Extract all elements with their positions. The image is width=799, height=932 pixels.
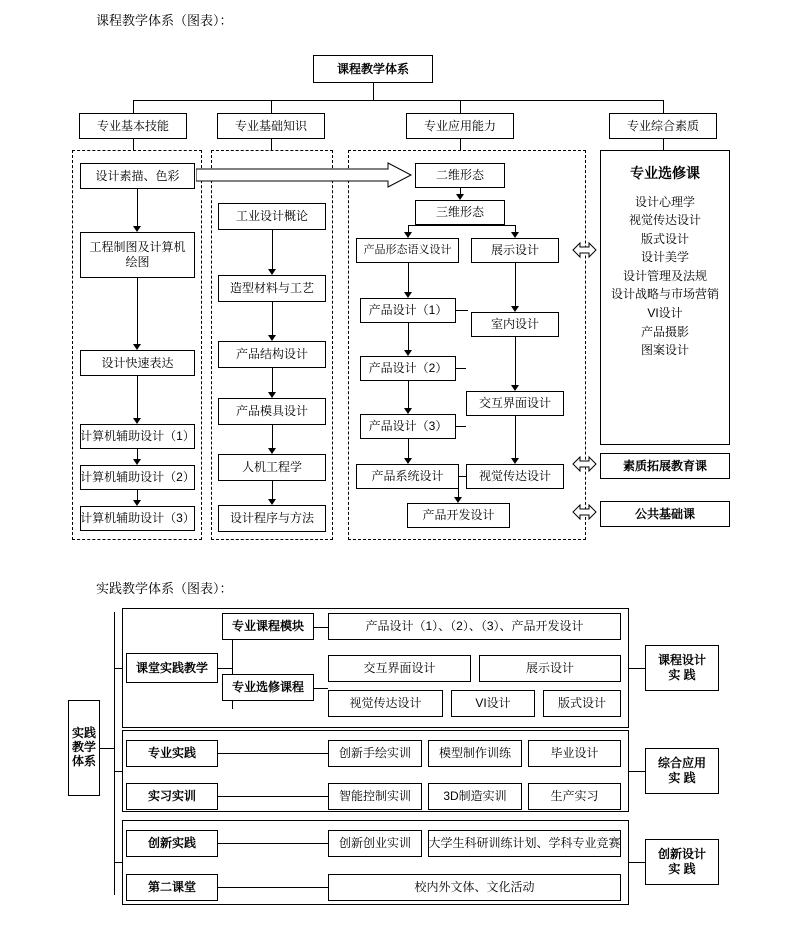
connector — [456, 310, 468, 311]
connector — [114, 612, 115, 895]
region-elective-courses — [600, 150, 730, 445]
arrow-icon — [404, 292, 412, 298]
node-col1: 设计快速表达 — [80, 350, 195, 376]
connector — [272, 481, 273, 499]
tag-comprehensive-application-practice — [645, 748, 719, 794]
connector — [137, 189, 138, 226]
node-col1: 计算机辅助设计（1） — [80, 424, 195, 449]
root-course-system: 课程教学体系 — [313, 55, 433, 83]
arrow-icon — [268, 499, 276, 505]
tag-line: 实 践 — [668, 668, 696, 682]
connector — [271, 139, 272, 150]
connector — [373, 83, 374, 100]
elective-item: 版式设计 — [640, 231, 689, 246]
connector — [515, 263, 516, 306]
node-practice-item: 创新手绘实训 — [328, 740, 422, 767]
connector — [456, 368, 466, 369]
node-internship-training: 实习实训 — [126, 783, 218, 810]
node-col3-top: 二维形态 — [415, 163, 505, 188]
tag-line: 课程设计 — [657, 653, 706, 667]
root-practice-system — [68, 700, 100, 796]
node-col3-left: 产品形态语义设计 — [356, 238, 459, 263]
tag-line: 实 践 — [668, 862, 696, 876]
column-header-comprehensive-quality: 专业综合素质 — [609, 113, 717, 139]
root-label-char: 教学 — [71, 740, 96, 755]
connector — [100, 748, 114, 749]
double-arrow-icon — [572, 500, 598, 526]
root-label-char: 体系 — [71, 753, 96, 768]
elective-item: 设计管理及法规 — [622, 268, 707, 283]
node-col3-left: 产品设计（2） — [360, 356, 456, 381]
elective-item: 设计战略与市场营销 — [610, 287, 719, 302]
connector — [629, 862, 645, 863]
arrow-icon — [404, 232, 412, 238]
node-training-item: 3D制造实训 — [428, 783, 522, 810]
node-second-classroom: 第二课堂 — [126, 874, 218, 901]
connector — [456, 426, 466, 427]
connector — [663, 100, 664, 113]
connector — [133, 100, 663, 101]
big-arrow-right-icon — [196, 162, 416, 190]
arrow-icon — [511, 306, 519, 312]
node-training-item: 智能控制实训 — [328, 783, 422, 810]
node-col2: 人机工程学 — [218, 454, 326, 481]
node-elective-item: VI设计 — [451, 690, 535, 717]
connector — [218, 887, 328, 888]
node-innovation-item: 创新创业实训 — [328, 830, 422, 857]
connector — [137, 278, 138, 344]
connector — [271, 100, 272, 113]
top-chart-title: 课程教学体系（图表）： — [96, 13, 233, 28]
arrow-icon — [454, 497, 462, 503]
node-elective-item: 版式设计 — [543, 690, 621, 717]
column-header-basic-skill: 专业基本技能 — [79, 113, 187, 139]
node-col3-left: 产品系统设计 — [356, 464, 459, 489]
arrow-icon — [511, 458, 519, 464]
elective-item: 图案设计 — [640, 343, 689, 358]
connector — [408, 225, 409, 232]
connector — [218, 843, 328, 844]
connector — [137, 376, 138, 418]
node-col2: 产品结构设计 — [218, 341, 326, 368]
root-label-char: 实践 — [71, 726, 96, 741]
elective-item: VI设计 — [647, 306, 683, 321]
connector — [459, 476, 466, 477]
node-training-item: 生产实习 — [528, 783, 621, 810]
connector — [460, 225, 515, 226]
connector — [114, 771, 122, 772]
tag-line: 创新设计 — [657, 847, 706, 861]
arrow-icon — [268, 392, 276, 398]
node-innovation-item: 大学生科研训练计划、学科专业竞赛 — [428, 830, 621, 857]
connector — [218, 668, 232, 669]
arrow-icon — [268, 335, 276, 341]
connector — [629, 668, 645, 669]
node-second-classroom-item: 校内外文体、文化活动 — [328, 874, 621, 901]
double-arrow-icon — [572, 238, 598, 264]
node-elective-item: 视觉传达设计 — [328, 690, 443, 717]
connector — [629, 771, 645, 772]
connector — [458, 489, 459, 497]
tag-line: 综合应用 — [657, 756, 706, 770]
node-col3-right: 交互界面设计 — [466, 391, 564, 416]
connector — [515, 225, 516, 232]
node-elective-item: 交互界面设计 — [328, 655, 471, 682]
connector — [133, 100, 134, 113]
arrow-icon — [268, 448, 276, 454]
node-practice-item: 模型制作训练 — [428, 740, 522, 767]
arrow-icon — [404, 350, 412, 356]
node-col3-left: 产品设计（3） — [360, 414, 456, 439]
connector — [114, 862, 122, 863]
arrow-icon — [133, 418, 141, 424]
connector — [137, 449, 138, 459]
connector — [408, 381, 409, 408]
connector — [218, 796, 328, 797]
elective-item: 视觉传达设计 — [628, 213, 701, 228]
connector — [408, 323, 409, 350]
connector — [272, 302, 273, 335]
node-practice-item: 毕业设计 — [528, 740, 621, 767]
node-col3-right: 展示设计 — [471, 238, 559, 263]
arrow-icon — [511, 232, 519, 238]
node-col2: 产品模具设计 — [218, 398, 326, 425]
node-major-course-module: 专业课程模块 — [222, 613, 314, 640]
node-professional-practice: 专业实践 — [126, 740, 218, 767]
node-col1: 工程制图及计算机绘图 — [80, 232, 195, 278]
tag-line: 实 践 — [668, 771, 696, 785]
elective-title: 专业选修课 — [630, 165, 700, 181]
connector — [460, 100, 461, 113]
column-header-application-ability: 专业应用能力 — [406, 113, 514, 139]
connector — [218, 753, 328, 754]
arrow-icon — [133, 344, 141, 350]
elective-item: 设计美学 — [640, 250, 689, 265]
connector — [515, 337, 516, 385]
tag-innovation-design-practice — [645, 839, 719, 885]
node-col3-right: 室内设计 — [471, 312, 559, 337]
connector — [314, 627, 328, 628]
connector — [272, 230, 273, 269]
node-col2: 造型材料与工艺 — [218, 275, 326, 302]
node-elective-item: 展示设计 — [479, 655, 621, 682]
arrow-icon — [404, 408, 412, 414]
connector — [137, 490, 138, 500]
node-innovation-practice: 创新实践 — [126, 830, 218, 857]
column-header-basic-knowledge: 专业基础知识 — [217, 113, 325, 139]
connector — [408, 263, 409, 292]
arrow-icon — [511, 385, 519, 391]
arrow-icon — [133, 226, 141, 232]
connector — [272, 425, 273, 448]
node-course-module-items: 产品设计（1）、（2）、（3）、产品开发设计 — [328, 613, 621, 640]
node-col1: 计算机辅助设计（2） — [80, 465, 195, 490]
node-classroom-practice: 课堂实践教学 — [126, 653, 218, 683]
node-public-basic: 公共基础课 — [600, 501, 730, 527]
connector — [408, 225, 460, 226]
arrow-icon — [133, 459, 141, 465]
node-col2: 工业设计概论 — [218, 203, 326, 230]
node-col3-right: 视觉传达设计 — [466, 464, 564, 489]
connector — [408, 439, 409, 458]
connector — [114, 668, 122, 669]
node-col3-left: 产品设计（1） — [360, 298, 456, 323]
arrow-icon — [268, 269, 276, 275]
arrow-icon — [404, 458, 412, 464]
connector — [460, 139, 461, 150]
arrow-icon — [456, 194, 464, 200]
elective-item: 产品摄影 — [640, 324, 689, 339]
double-arrow-icon — [572, 452, 598, 478]
tag-course-design-practice — [645, 645, 719, 691]
connector — [314, 688, 328, 689]
arrow-icon — [133, 500, 141, 506]
node-quality-expansion: 素质拓展教育课 — [600, 453, 730, 479]
node-col2: 设计程序与方法 — [218, 505, 326, 532]
node-col3-bottom: 产品开发设计 — [407, 503, 510, 528]
connector — [272, 368, 273, 392]
elective-item: 设计心理学 — [634, 194, 695, 209]
connector — [133, 139, 134, 150]
node-col1: 设计素描、色彩 — [80, 163, 195, 189]
node-col3-top: 三维形态 — [415, 200, 505, 225]
connector — [515, 416, 516, 458]
node-major-elective-module: 专业选修课程 — [222, 674, 314, 701]
bottom-chart-title: 实践教学体系（图表）： — [96, 581, 233, 596]
node-col1: 计算机辅助设计（3） — [80, 506, 195, 531]
connector — [663, 139, 664, 150]
